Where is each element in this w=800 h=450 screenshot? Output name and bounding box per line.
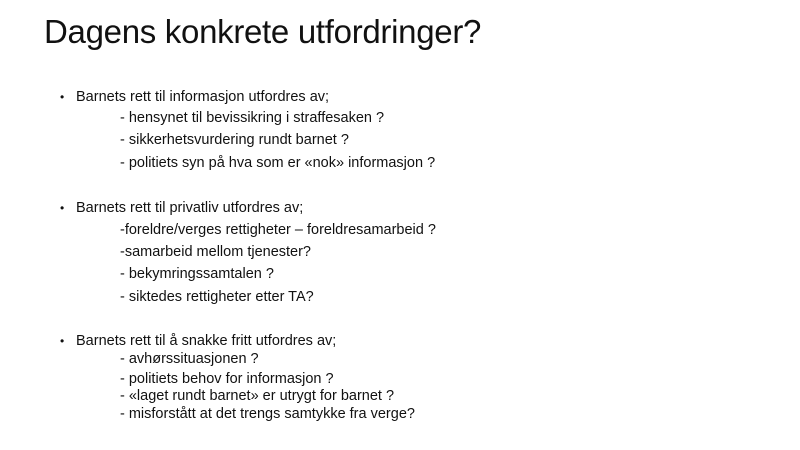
sub-item: - bekymringssamtalen ?	[120, 266, 274, 282]
section-heading-text: Barnets rett til privatliv utfordres av;	[76, 200, 304, 216]
sub-item: - «laget rundt barnet» er utrygt for barnet ?	[120, 388, 395, 404]
bullet-dot: •	[60, 334, 65, 348]
slide-title: Dagens konkrete utfordringer?	[44, 13, 482, 50]
sub-item: - misforstått at det trengs samtykke fra verge?	[120, 406, 415, 422]
bullet-dot: •	[60, 201, 65, 215]
bullet-dot: •	[60, 90, 65, 104]
section-heading-speak-freely	[60, 332, 337, 350]
sub-item: -samarbeid mellom tjenester?	[120, 244, 311, 260]
sub-item: - sikkerhetsvurdering rundt barnet ?	[120, 132, 349, 148]
section-heading-text: Barnets rett til å snakke fritt utfordres av;	[76, 333, 337, 349]
sub-item: - hensynet til bevissikring i straffesaken ?	[120, 110, 385, 126]
section-heading-information	[60, 88, 330, 106]
section-heading-text: Barnets rett til informasjon utfordres av;	[76, 89, 330, 105]
sub-item: - politiets syn på hva som er «nok» informasjon ?	[120, 155, 436, 171]
sub-item: - avhørssituasjonen ?	[120, 351, 259, 367]
section-heading-privacy	[60, 199, 304, 217]
sub-item: - politiets behov for informasjon ?	[120, 371, 334, 387]
sub-item: - siktedes rettigheter etter TA?	[120, 289, 314, 305]
sub-item: -foreldre/verges rettigheter – foreldresamarbeid ?	[120, 222, 436, 238]
